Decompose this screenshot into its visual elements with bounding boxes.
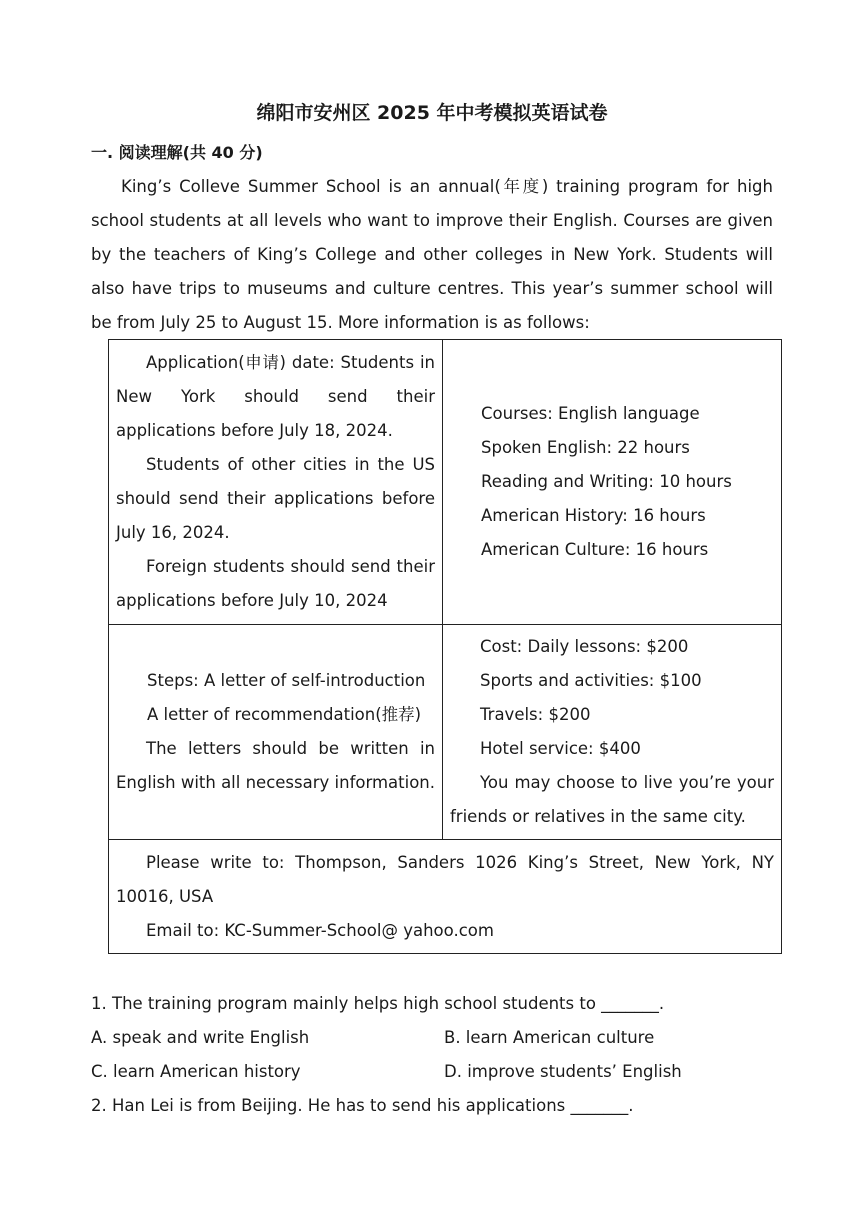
- section-heading: 一. 阅读理解(共 40 分): [91, 143, 263, 162]
- course-line: Spoken English: 22 hours: [481, 438, 690, 457]
- application-line: Application(申请) date: Students in New York should send their applications before July 18, 2024.: [116, 353, 435, 440]
- info-table-row: [109, 340, 782, 625]
- course-line: Reading and Writing: 10 hours: [481, 472, 732, 491]
- course-line: American History: 16 hours: [481, 506, 706, 525]
- question-1-option-d: D. improve students’ English: [444, 1062, 682, 1081]
- steps-line: A letter of recommendation(推荐): [147, 705, 422, 724]
- info-table-row: [109, 625, 782, 840]
- cost-line: Sports and activities: $100: [480, 671, 702, 690]
- application-cell: [109, 340, 443, 625]
- steps-line: The letters should be written in English with all necessary information.: [116, 739, 436, 792]
- course-line: American Culture: 16 hours: [481, 540, 709, 559]
- steps-cell: [109, 625, 443, 840]
- application-line: Foreign students should send their applications before July 10, 2024: [116, 557, 435, 610]
- course-line: Courses: English language: [481, 404, 700, 423]
- passage-intro-text: King’s Colleve Summer School is an annual(年度) training program for high school students at all levels who want to improve their English. Courses are given by the teachers of King’s College and other colleges in New York. Students will also have trips to museums and culture centres. This year’s summer school will be from July 25 to August 15. More information is as follows:: [91, 177, 773, 332]
- exam-title: 绵阳市安州区 2025 年中考模拟英语试卷: [256, 102, 608, 124]
- steps-line: Steps: A letter of self-introduction: [147, 671, 426, 690]
- passage-intro: [91, 170, 773, 340]
- contact-cell: [109, 840, 782, 954]
- cost-line: Travels: $200: [480, 705, 591, 724]
- courses-cell: [443, 340, 782, 625]
- question-1-option-b: B. learn American culture: [444, 1028, 655, 1047]
- contact-line: Please write to: Thompson, Sanders 1026 King’s Street, New York, NY 10016, USA: [116, 852, 774, 906]
- cost-cell: [443, 625, 782, 840]
- info-table: [108, 339, 782, 954]
- question-1-option-c: C. learn American history: [91, 1062, 301, 1081]
- cost-line: Cost: Daily lessons: $200: [480, 637, 689, 656]
- cost-line: Hotel service: $400: [480, 739, 641, 758]
- application-line: Students of other cities in the US should send their applications before July 16, 2024.: [116, 455, 435, 542]
- question-1-option-a: A. speak and write English: [91, 1028, 310, 1047]
- info-table-row: [109, 840, 782, 954]
- question-2: 2. Han Lei is from Beijing. He has to send his applications _______.: [91, 1096, 634, 1115]
- question-1: 1. The training program mainly helps high school students to _______.: [91, 994, 665, 1013]
- contact-line: Email to: KC-Summer-School@ yahoo.com: [146, 920, 494, 940]
- cost-line: You may choose to live you’re your friends or relatives in the same city.: [450, 773, 774, 826]
